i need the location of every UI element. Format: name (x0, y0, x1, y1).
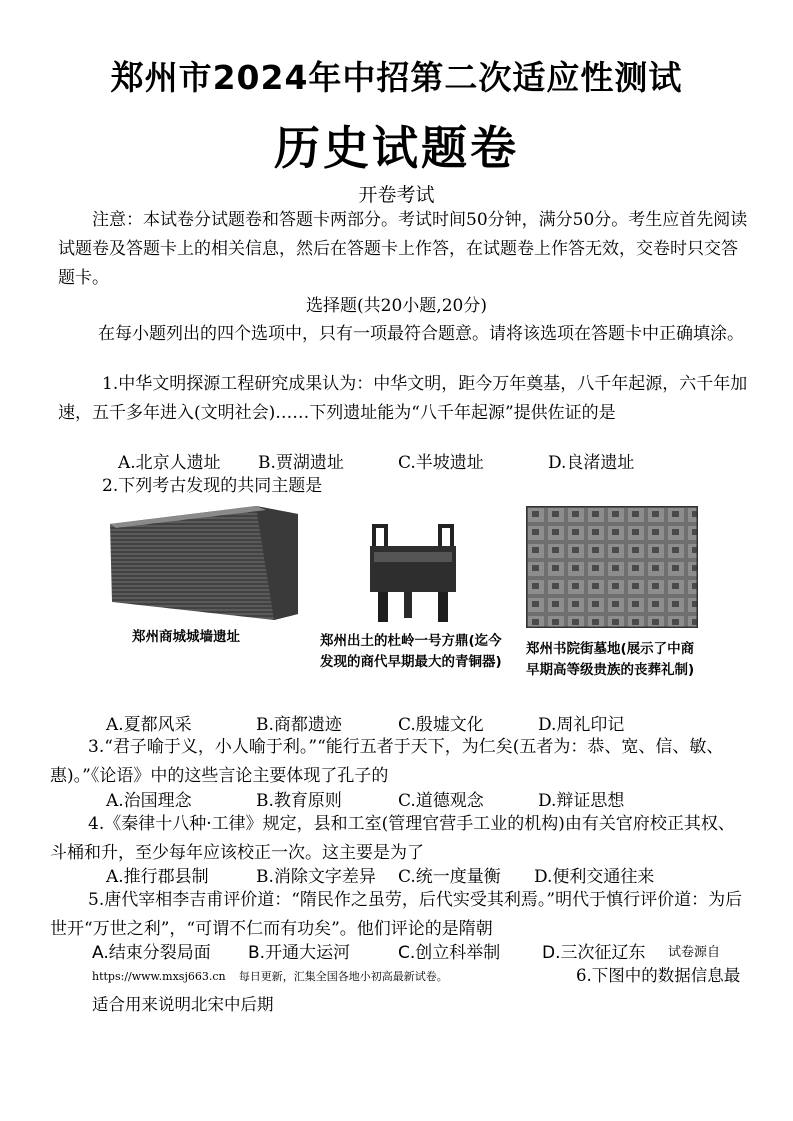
option-d: D.辩证思想 (538, 791, 625, 811)
exam-title: 郑州市2024年中招第二次适应性测试 (110, 58, 683, 97)
option-d: D.周礼印记 (538, 715, 625, 735)
tomb-photo (526, 506, 698, 628)
option-b: B.贾湖遗址 (258, 453, 344, 473)
exam-subtitle: 历史试题卷 (274, 121, 519, 175)
option-b: B.开通大运河 (248, 943, 351, 963)
bronze-ding-caption: 郑州出土的杜岭一号方鼎(迄今发现的商代早期最大的青铜器) (320, 633, 502, 670)
option-c: C.半坡遗址 (398, 453, 484, 473)
option-b: B.教育原则 (256, 791, 342, 811)
section-instruction: 在每小题列出的四个选项中，只有一项最符合题意。请将该选项在答题卡中正确填涂。 (98, 324, 744, 344)
notice-paragraph: 注意：本试卷分试题卷和答题卡两部分。考试时间50分钟，满分50分。考生应首先阅读试题卷及答题卡上的相关信息，然后在答题卡上作答，在试题卷上作答无效，交卷时只交答题卡。 (58, 210, 748, 288)
question-5-stem: 5.唐代宰相李吉甫评价道：“隋民作之虽劳，后代实受其利焉。”明代于慎行评价道：为后世开“万世之利”，“可谓不仁而有功矣”。他们评论的是隋朝 (50, 890, 743, 939)
question-2-stem: 2.下列考古发现的共同主题是 (102, 476, 323, 496)
option-c: C.道德观念 (398, 791, 484, 811)
question-4-stem: 4.《秦律十八种·工律》规定，县和工室(管理官营手工业的机构)由有关官府校正其权、斗桶和升，至少每年应该校正一次。这主要是为了 (50, 814, 735, 863)
source-label: 试卷源自 (668, 945, 721, 960)
section-title: 选择题(共20小题,20分) (306, 296, 487, 316)
option-a: A.治国理念 (106, 791, 192, 811)
option-d: D.三次征辽东 (542, 943, 646, 963)
question-3-stem: 3.“君子喻于义，小人喻于利。”“能行五者于天下，为仁矣(五者为：恭、宽、信、敏、惠)。”《论语》中的这些言论主要体现了孔子的 (50, 737, 724, 786)
option-c: C.统一度量衡 (398, 867, 501, 887)
city-wall-caption: 郑州商城城墙遗址 (132, 629, 240, 645)
option-c: C.创立科举制 (398, 943, 501, 963)
option-a: A.北京人遗址 (118, 453, 221, 473)
bronze-ding-photo (358, 522, 468, 626)
option-d: D.良渚遗址 (548, 453, 635, 473)
option-c: C.殷墟文化 (398, 715, 484, 735)
source-url-link[interactable]: https://www.mxsj663.cn (92, 970, 226, 983)
option-b: B.消除文字差异 (256, 867, 376, 887)
option-a: A.推行郡县制 (106, 867, 209, 887)
source-slogan: 每日更新，汇集全国各地小初高最新试卷。 (238, 970, 448, 983)
city-wall-photo (106, 502, 298, 620)
exam-type: 开卷考试 (358, 184, 435, 206)
question-1-stem: 1.中华文明探源工程研究成果认为：中华文明，距今万年奠基，八千年起源，六千年加速，五千多年进入(文明社会)……下列遗址能为“八千年起源”提供佐证的是 (58, 374, 748, 423)
question-6-stem: 6.下图中的数据信息最适合用来说明北宋中后期 (92, 966, 741, 1014)
tomb-caption: 郑州书院街墓地(展示了中商早期高等级贵族的丧葬礼制) (526, 641, 695, 678)
option-b: B.商都遗迹 (256, 715, 342, 735)
option-a: A.夏都风采 (106, 715, 192, 735)
option-a: A.结束分裂局面 (92, 943, 211, 963)
option-d: D.便利交通往来 (534, 867, 655, 887)
